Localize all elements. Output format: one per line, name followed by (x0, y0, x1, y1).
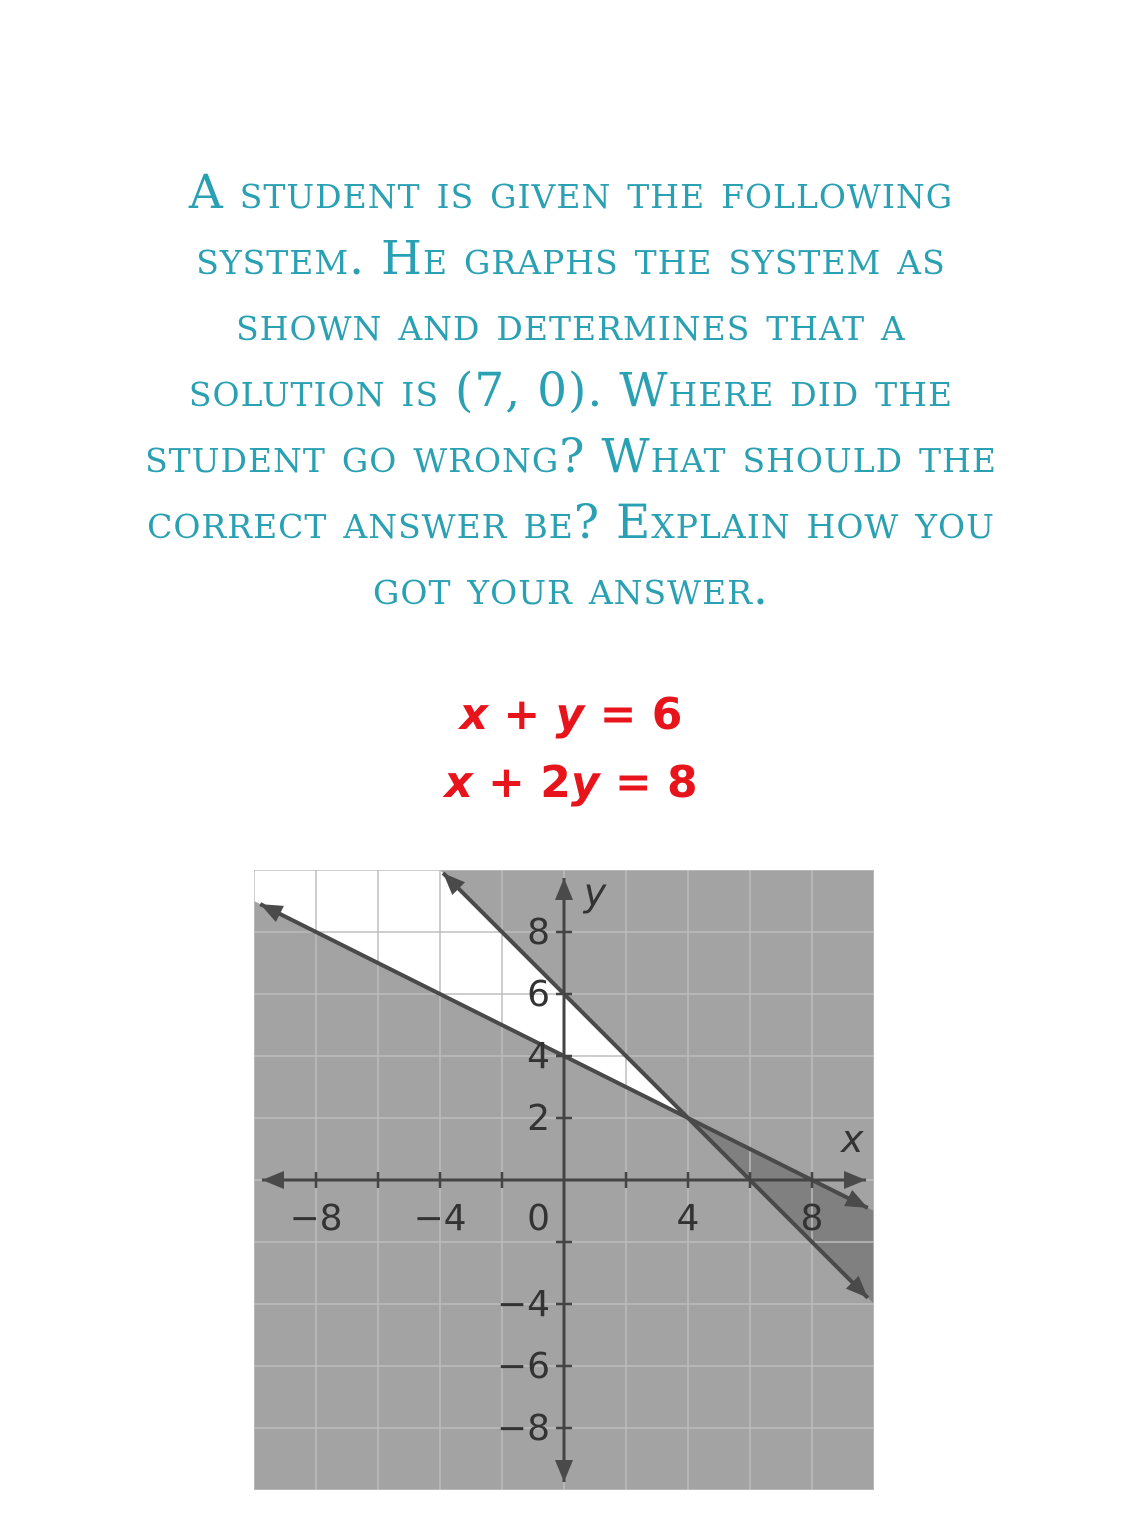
eq1-x: x (459, 689, 489, 740)
eq2-coef: 2 (540, 757, 571, 808)
equation-1 (0, 690, 1142, 740)
problem-line: shown and determines that a (236, 297, 906, 352)
y-tick-label: −4 (496, 1284, 550, 1325)
eq2-x: x (444, 757, 473, 808)
eq2-y: y (570, 757, 600, 808)
problem-line: correct answer be? Explain how you (147, 495, 995, 550)
eq2-plus: + (488, 757, 525, 808)
x-tick-label: −8 (289, 1198, 343, 1239)
eq1-y: y (555, 689, 585, 740)
y-tick-label: 6 (527, 974, 550, 1015)
problem-line: A student is given the following (188, 165, 954, 220)
y-tick-label: 2 (527, 1098, 550, 1139)
eq2-rhs: = 8 (614, 757, 698, 808)
problem-text (0, 160, 1142, 622)
x-tick-label: −4 (413, 1198, 467, 1239)
problem-line: solution is (7, 0). Where did the (188, 363, 954, 418)
x-tick-label: 4 (676, 1198, 700, 1239)
system-graph (254, 870, 874, 1490)
problem-line: got your answer. (373, 561, 769, 616)
y-tick-label: −6 (496, 1346, 550, 1387)
y-axis-label: y (583, 870, 607, 915)
y-tick-label: −8 (496, 1408, 550, 1449)
eq1-rhs: = 6 (599, 689, 683, 740)
x-axis-label: x (841, 1117, 864, 1162)
problem-line: student go wrong? What should the (145, 429, 997, 484)
eq1-plus: + (503, 689, 541, 740)
origin-label: 0 (527, 1198, 550, 1239)
x-tick-label: 8 (800, 1198, 824, 1239)
equation-2 (0, 758, 1142, 808)
problem-line: system. He graphs the system as (196, 231, 946, 286)
y-tick-label: 4 (527, 1036, 550, 1077)
y-tick-label: 8 (527, 912, 550, 953)
